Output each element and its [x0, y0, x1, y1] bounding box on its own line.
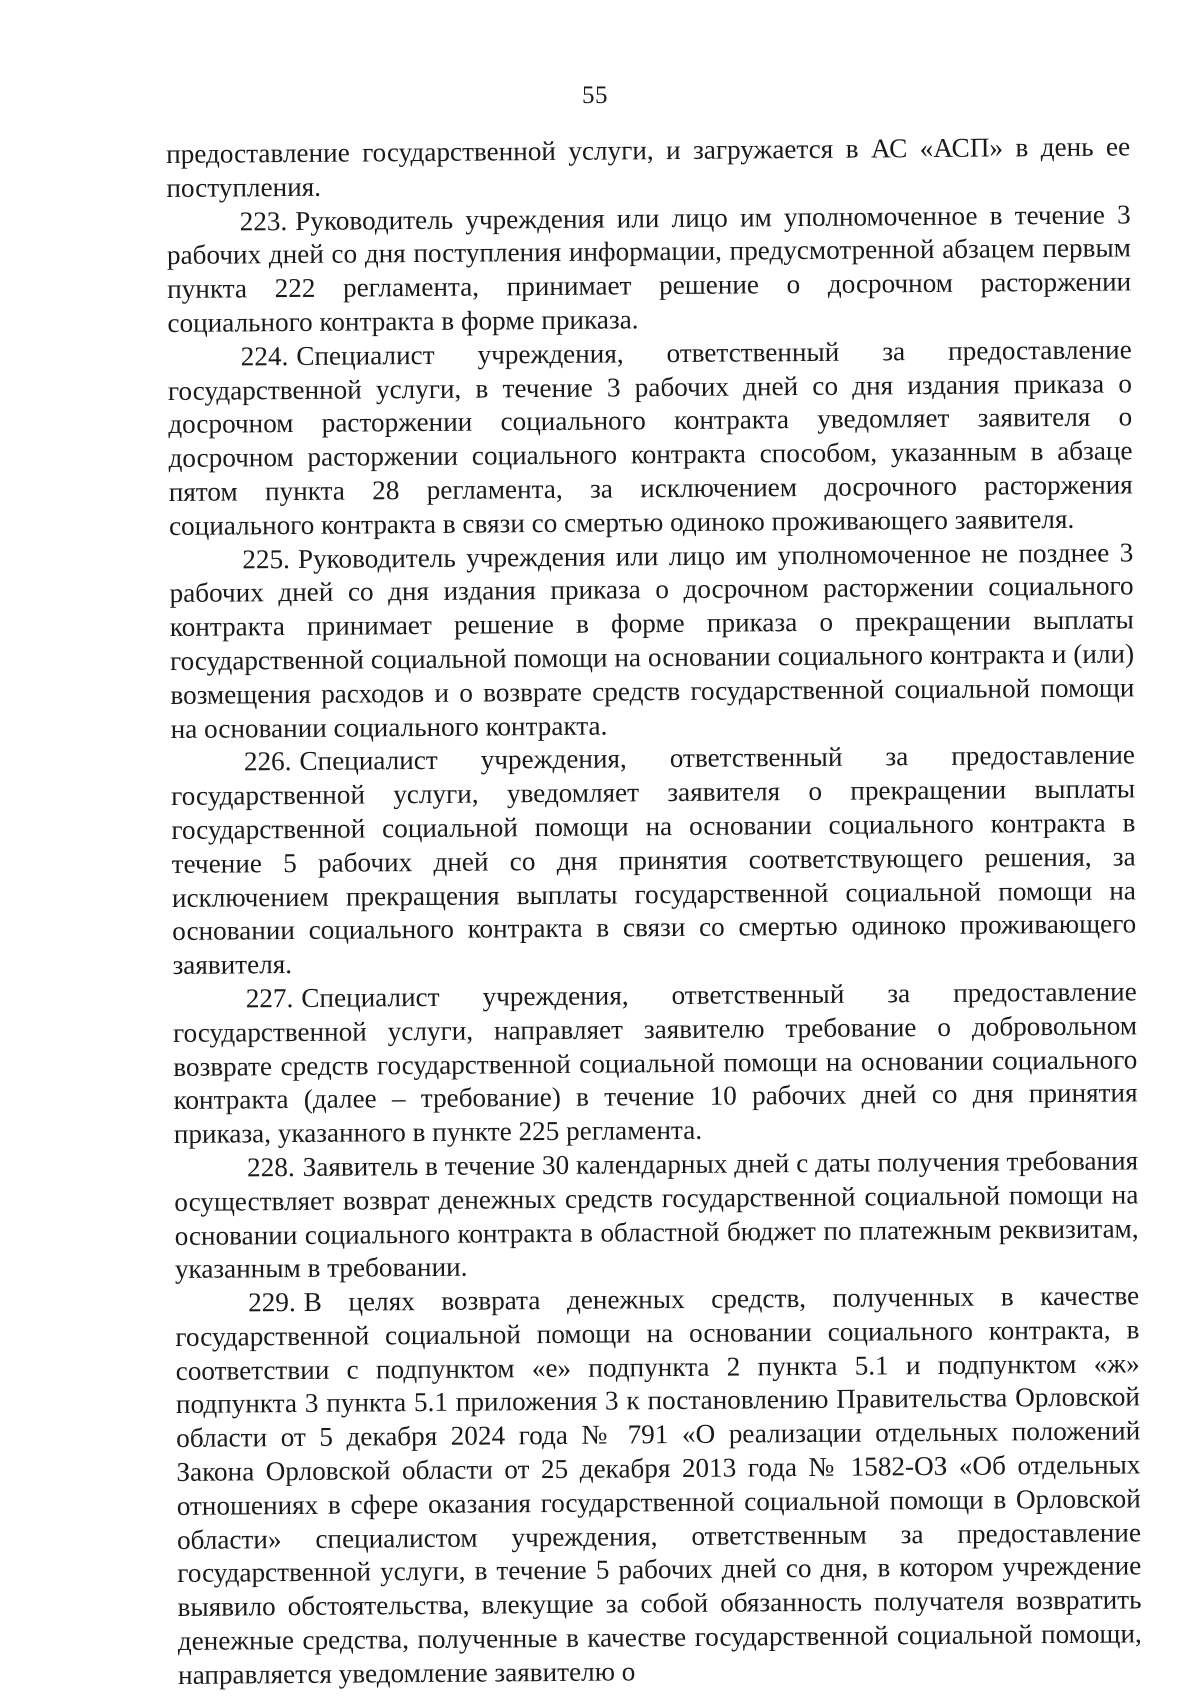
item-text: Руководитель учреждения или лицо им уполномоченное не позднее 3 рабочих дней со дня издания приказа о досрочном расторжении социального контракта принимает решение в форме приказа о прекращении выплаты государственной социальной помощи на основании социального контракта и (или) возмещения расходов и о возврате средств государственной социальной помощи на основании социального контракта.	[169, 536, 1135, 744]
item-number: 226.	[243, 746, 292, 777]
continuation-paragraph: предоставление государственной услуги, и загружается в АС «АСП» в день ее поступления.	[166, 131, 1131, 203]
paragraph-227	[173, 975, 1138, 1152]
item-number: 229.	[248, 1287, 296, 1318]
item-number: 225.	[242, 543, 291, 574]
item-text: Специалист учреждения, ответственный за предоставление государственной услуги, направляет заявителю требование о добровольном возврате средств государственной социальной помощи на основании социального контракта (далее – требование) в течение 10 рабочих дней со дня принятия приказа, указанного в пункте 225 регламента.	[172, 976, 1138, 1150]
paragraph-226	[171, 739, 1137, 983]
item-number: 223.	[239, 205, 288, 237]
item-number: 224.	[240, 340, 289, 372]
paragraph-225	[169, 536, 1135, 746]
item-number: 228.	[246, 1151, 295, 1183]
paragraph-223	[167, 198, 1132, 341]
item-text: Специалист учреждения, ответственный за предоставление государственной услуги, в течение 3 рабочих дней со дня издания приказа о досрочном расторжении социального контракта уведомляет заявителя о досрочном расторжении социального контракта способом, указанным в абзаце пятом пункта 28 регламента, за исключением досрочного расторжения социального контракта в связи со смертью одиноко проживающего заявителя.	[167, 334, 1133, 541]
page-number: 55	[582, 82, 608, 109]
document-body	[166, 130, 1142, 1692]
paragraph-224	[168, 333, 1134, 543]
item-text: Руководитель учреждения или лицо им уполномоченное в течение 3 рабочих дней со дня поступления информации, предусмотренной абзацем первым пункта 222 регламента, принимает решение о досрочном расторжении социального контракта в форме приказа.	[166, 199, 1132, 338]
item-text: Заявитель в течение 30 календарных дней с даты получения требования осуществляет возврат денежных средств государственной социальной помощи на основании социального контракта в областной бюджет по платежным реквизитам, указанным в требовании.	[174, 1145, 1139, 1285]
paragraph-228	[174, 1144, 1139, 1287]
item-number: 227.	[245, 982, 294, 1014]
item-text: Специалист учреждения, ответственный за предоставление государственной услуги, уведомляет заявителя о прекращении выплаты государственной социальной помощи на основании социального контракта в течение 5 рабочих дней со дня принятия соответствующего решения, за исключением прекращения выплаты государственной социальной помощи на основании социального контракта в связи со смертью одиноко проживающего заявителя.	[171, 739, 1137, 981]
item-text: В целях возврата денежных средств, полученных в качестве государственной социальной помощи на основании социального контракта, в соответствии с подпунктом «е» подпункта 2 пункта 5.1 и подпунктом «ж» подпункта 3 пункта 5.1 приложения 3 к постановлению Правительства Орловской области от 5 декабря 2024 года № 791 «О реализации отдельных положений Закона Орловской области от 25 декабря 2013 года № 1582-ОЗ «Об отдельных отношениях в сфере оказания государственной социальной помощи в Орловской области» специалистом учреждения, ответственным за предоставление государственной услуги, в течение 5 рабочих дней со дня, в котором учреждение выявило обстоятельства, влекущие за собой обязанность получателя возвратить денежные средства, полученные в качестве государственной социальной помощи, направляется уведомление заявителю о	[175, 1280, 1142, 1690]
paragraph-229	[175, 1279, 1142, 1692]
